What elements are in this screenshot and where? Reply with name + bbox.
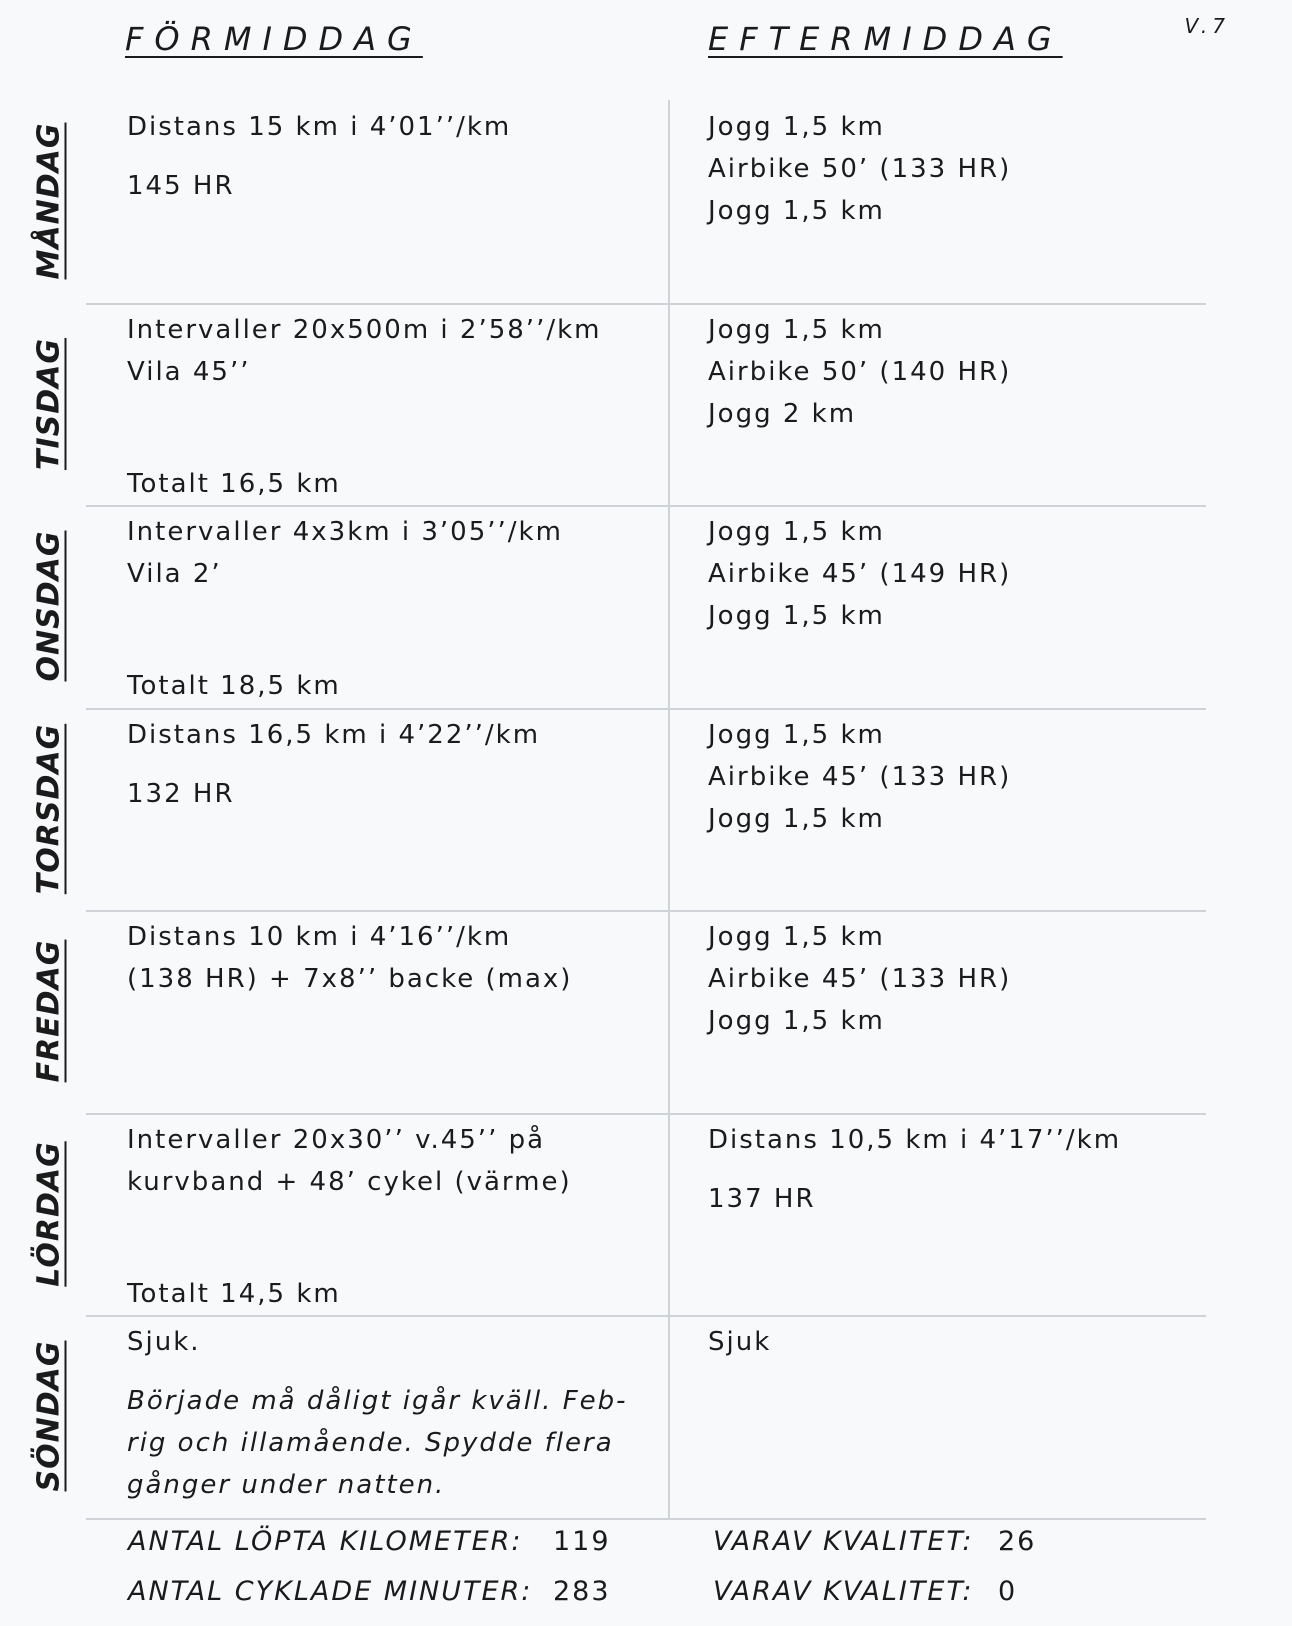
afternoon-line: Jogg 1,5 km [708,601,885,631]
afternoon-cell [708,714,1208,910]
km-quality-value: 26 [998,1526,1037,1557]
day-row-tisdag [0,303,1292,505]
morning-cell [127,106,657,302]
sick-note: Började må dåligt igår kväll. Feb-rig och illamående. Spydde flera gånger under natten. [127,1386,628,1500]
afternoon-line: Jogg 1,5 km [708,196,885,226]
day-row-mandag [0,100,1292,302]
day-label: SÖNDAG [31,1340,67,1492]
minutes-label: ANTAL CYKLADE MINUTER: [128,1576,533,1607]
morning-total: Totalt 18,5 km [127,671,341,701]
afternoon-line: Jogg 1,5 km [708,922,885,952]
afternoon-cell [708,511,1208,707]
afternoon-line: Sjuk [708,1327,772,1357]
afternoon-cell [708,309,1208,505]
morning-line: Intervaller 20x500m i 2’58’’/km [127,315,602,345]
km-value: 119 [553,1526,611,1557]
row-divider [86,1518,1206,1520]
morning-cell [127,1321,657,1517]
day-label: MÅNDAG [31,122,67,280]
morning-line: Sjuk. [127,1327,201,1357]
morning-line: Distans 10 km i 4’16’’/km [127,922,512,952]
afternoon-line: Jogg 1,5 km [708,804,885,834]
day-label: LÖRDAG [31,1141,67,1287]
afternoon-line: 137 HR [708,1184,816,1214]
day-row-sondag [0,1315,1292,1517]
morning-line: Distans 16,5 km i 4’22’’/km [127,720,541,750]
afternoon-line: Airbike 50’ (133 HR) [708,154,1012,184]
morning-total: Totalt 16,5 km [127,469,341,499]
minutes-value: 283 [553,1576,611,1607]
afternoon-line: Jogg 1,5 km [708,315,885,345]
afternoon-line: Airbike 45’ (149 HR) [708,559,1012,589]
afternoon-line: Airbike 45’ (133 HR) [708,762,1012,792]
minutes-quality-label: VARAV KVALITET: [713,1576,974,1607]
morning-total: Totalt 14,5 km [127,1279,341,1309]
day-label-container [32,303,66,505]
day-row-lordag [0,1113,1292,1315]
afternoon-cell [708,106,1208,302]
morning-cell [127,714,657,910]
day-label-container [32,100,66,302]
day-row-torsdag [0,708,1292,910]
day-label: TISDAG [31,338,67,470]
morning-line: Vila 2’ [127,559,222,589]
morning-line: 132 HR [127,779,235,809]
morning-line: 145 HR [127,171,235,201]
afternoon-line: Jogg 1,5 km [708,517,885,547]
version-label: V.7 [1184,14,1230,38]
km-label: ANTAL LÖPTA KILOMETER: [128,1526,523,1557]
day-label-container [32,910,66,1112]
afternoon-line: Jogg 2 km [708,399,857,429]
morning-line: Intervaller 4x3km i 3’05’’/km [127,517,563,547]
day-label-container [32,505,66,707]
afternoon-cell [708,1119,1208,1315]
day-label: TORSDAG [31,723,67,895]
column-header-formiddag: FÖRMIDDAG [125,20,423,58]
morning-cell [127,309,657,505]
afternoon-line: Jogg 1,5 km [708,112,885,142]
morning-line: Vila 45’’ [127,357,251,387]
morning-line: kurvband + 48’ cykel (värme) [127,1167,572,1197]
morning-cell [127,511,657,707]
afternoon-line: Airbike 45’ (133 HR) [708,964,1012,994]
day-row-fredag [0,910,1292,1112]
summary-row-km [0,1526,1292,1576]
afternoon-cell [708,1321,1208,1517]
minutes-quality-value: 0 [998,1576,1018,1607]
day-label: ONSDAG [31,530,67,682]
afternoon-line: Distans 10,5 km i 4’17’’/km [708,1125,1122,1155]
day-label-container [32,1113,66,1315]
afternoon-line: Jogg 1,5 km [708,720,885,750]
morning-line: (138 HR) + 7x8’’ backe (max) [127,964,573,994]
afternoon-line: Jogg 1,5 km [708,1006,885,1036]
afternoon-line: Airbike 50’ (140 HR) [708,357,1012,387]
afternoon-cell [708,916,1208,1112]
morning-cell [127,916,657,1112]
day-label: FREDAG [31,939,67,1083]
column-header-eftermiddag: EFTERMIDDAG [708,20,1063,58]
morning-line: Distans 15 km i 4’01’’/km [127,112,512,142]
morning-line: Intervaller 20x30’’ v.45’’ på [127,1125,546,1155]
morning-cell [127,1119,657,1315]
day-row-onsdag [0,505,1292,707]
day-label-container [32,708,66,910]
day-label-container [32,1315,66,1517]
km-quality-label: VARAV KVALITET: [713,1526,974,1557]
